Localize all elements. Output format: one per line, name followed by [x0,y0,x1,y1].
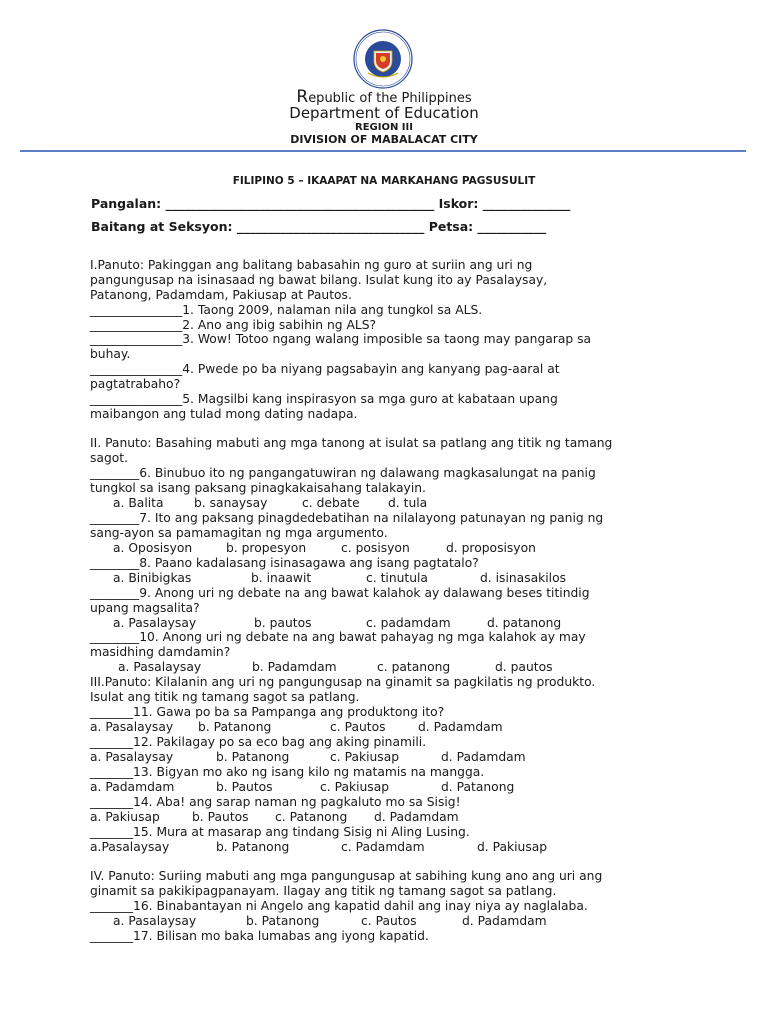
part4-instruction: ginamit sa pakikipagpanayam. Ilagay ang titik ng tamang sagot sa patlang. [90,884,557,898]
choice-b: b. Patanong [198,720,272,734]
question-item: _______________4. Pwede po ba niyang pagsabayin ang kanyang pag-aaral at [90,362,560,376]
choice-b: b. pautos [254,616,312,630]
choice-b: b. inaawit [251,571,312,585]
question-item: _______________2. Ano ang ibig sabihin ng ALS? [90,318,377,332]
choice-a: a. Binibigkas [113,571,192,585]
question-item: ________9. Anong uri ng debate na ang bawat kalahok ay dalawang beses titindig [90,586,590,600]
question-item: ________6. Binubuo ito ng pangangatuwiran ng dalawang magkasalungat na panig [90,466,596,480]
choice-c: c. Patanong [275,810,348,824]
choice-c: c. posisyon [341,541,410,555]
choice-c: c. Pautos [361,914,417,928]
question-item: sang-ayon sa pamamagitan ng mga argumento. [90,526,388,540]
choice-c: c. Pautos [330,720,386,734]
part2-instruction: II. Panuto: Basahing mabuti ang mga tanong at isulat sa patlang ang titik ng tamang [90,436,613,450]
choice-a: a. Oposisyon [113,541,193,555]
question-item: _______16. Binabantayan ni Angelo ang kapatid dahil ang inay niya ay naglalaba. [90,899,588,913]
choice-a: a. Pakiusap [90,810,160,824]
choice-b: b. Patanong [216,750,290,764]
question-item: ________7. Ito ang paksang pinagdedebatihan na nilalayong patunayan ng panig ng [90,511,604,525]
choice-a: a.Pasalaysay [90,840,170,854]
choice-d: d. tula [388,496,428,510]
question-item: masidhing damdamin? [90,645,231,659]
question-item: ________10. Anong uri ng debate na ang bawat pahayag ng mga kalahok ay may [90,630,586,644]
choice-a: a. Pasalaysay [118,660,202,674]
choice-d: d. proposisyon [446,541,536,555]
choice-b: b. Padamdam [252,660,337,674]
choice-c: c. Pakiusap [320,780,390,794]
choice-c: c. tinutula [366,571,428,585]
part2-instruction: sagot. [90,451,129,465]
question-item: _______13. Bigyan mo ako ng isang kilo ng matamis na mangga. [90,765,485,779]
choice-a: a. Pasalaysay [113,616,197,630]
part1-instruction: pangungusap na isinasaad ng bawat bilang. Isulat kung ito ay Pasalaysay, [90,273,548,287]
choice-b: b. propesyon [226,541,307,555]
exam-title: FILIPINO 5 – IKAAPAT NA MARKAHANG PAGSUSULIT [232,175,536,187]
choice-d: d. isinasakilos [480,571,567,585]
choice-d: d. Padamdam [418,720,503,734]
question-item: _______17. Bilisan mo baka lumabas ang iyong kapatid. [90,929,429,943]
choice-d: d. patanong [487,616,562,630]
question-item: _______15. Mura at masarap ang tindang Sisig ni Aling Lusing. [90,825,470,839]
choice-d: d. pautos [495,660,553,674]
question-item: pagtatrabaho? [90,377,181,391]
choice-b: b. Pautos [192,810,249,824]
question-item: _______11. Gawa po ba sa Pampanga ang produktong ito? [90,705,445,719]
question-item: tungkol sa isang paksang pinagkakaisahang talakayin. [90,481,426,495]
choice-b: b. Patanong [216,840,290,854]
choice-c: c. padamdam [366,616,451,630]
choice-a: a. Balita [113,496,164,510]
choice-d: d. Patanong [441,780,515,794]
choice-d: d. Padamdam [462,914,547,928]
choice-d: d. Pakiusap [477,840,548,854]
republic-initial: R [296,87,309,107]
question-item: _______________5. Magsilbi kang inspirasyon sa mga guro at kabataan upang [90,392,558,406]
division-heading: DIVISION OF MABALACAT CITY [290,133,478,146]
question-item: _______12. Pakilagay po sa eco bag ang aking pinamili. [90,735,427,749]
choice-a: a. Pasalaysay [113,914,197,928]
question-item: _______________1. Taong 2009, nalaman nila ang tungkol sa ALS. [90,303,483,317]
choice-a: a. Pasalaysay [90,720,174,734]
choice-c: c. Padamdam [341,840,425,854]
choice-b: b. Patanong [246,914,320,928]
question-item: _______________3. Wow! Totoo ngang walang imposible sa taong may pangarap sa [90,332,592,346]
choice-b: b. sanaysay [194,496,268,510]
part4-instruction: IV. Panuto: Suriing mabuti ang mga pangungusap at sabihing kung ano ang uri ang [90,869,603,883]
choice-a: a. Padamdam [90,780,175,794]
section-date-line: Baitang at Seksyon: ______________________________ Petsa: ___________ [91,219,547,234]
question-item: upang magsalita? [90,601,200,615]
republic-rest: epublic of the Philippines [308,91,472,106]
header-rule [20,150,746,152]
region-heading: REGION III [355,122,413,133]
part1-instruction: Patanong, Padamdam, Pakiusap at Pautos. [90,288,352,302]
deped-seal-logo [338,29,428,89]
part1-instruction: I.Panuto: Pakinggan ang balitang babasahin ng guro at suriin ang uri ng [90,258,533,272]
choice-c: c. patanong [377,660,451,674]
question-item: maibangon ang tulad mong dating nadapa. [90,407,358,421]
choice-d: d. Padamdam [441,750,526,764]
part3-instruction: III.Panuto: Kilalanin ang uri ng pangungusap na ginamit sa pagkilatis ng produkto. [90,675,596,689]
department-heading: Department of Education [289,104,479,122]
choice-d: d. Padamdam [374,810,459,824]
choice-b: b. Pautos [216,780,273,794]
choice-c: c. debate [302,496,360,510]
choice-a: a. Pasalaysay [90,750,174,764]
question-item: buhay. [90,347,131,361]
question-item: ________8. Paano kadalasang isinasagawa ang isang pagtatalo? [90,556,479,570]
part3-instruction: Isulat ang titik ng tamang sagot sa patlang. [90,690,360,704]
choice-c: c. Pakiusap [330,750,400,764]
name-score-line: Pangalan: ___________________________________________ Iskor: ______________ [91,196,571,211]
question-item: _______14. Aba! ang sarap naman ng pagkaluto mo sa Sisig! [90,795,461,809]
